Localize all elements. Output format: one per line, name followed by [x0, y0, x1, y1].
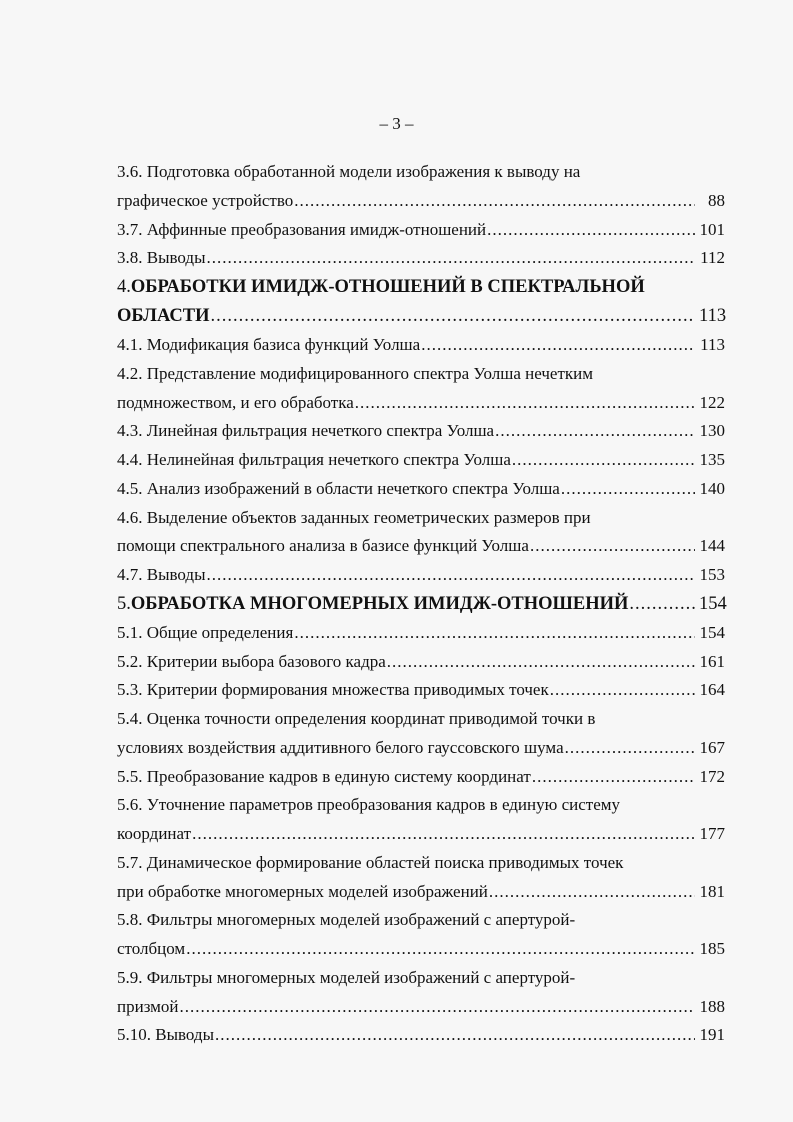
- dot-leader: [629, 590, 695, 619]
- toc-entry-text: 4.2. Представление модифицированного спектра Уолша нечетким: [117, 363, 593, 383]
- toc-page-number: 172: [699, 766, 725, 786]
- toc-entry: [117, 446, 725, 475]
- toc-entry-text: ОБРАБОТКИ ИМИДЖ-ОТНОШЕНИЙ В СПЕКТРАЛЬНОЙ: [130, 277, 645, 297]
- toc-entry: [117, 619, 725, 648]
- toc-entry-text: 5.3. Критерии формирования множества приводимых точек: [117, 680, 549, 700]
- dot-leader: [210, 302, 695, 331]
- toc-page-number: 188: [699, 996, 725, 1016]
- dot-leader: [550, 676, 695, 705]
- toc-line: [117, 734, 725, 763]
- toc-line: [117, 244, 725, 273]
- toc-entry-text: 3.6. Подготовка обработанной модели изображения к выводу на: [117, 162, 581, 181]
- toc-entry: [117, 216, 725, 245]
- toc-line: [117, 1021, 725, 1050]
- toc-entry: [117, 158, 725, 216]
- toc-page-number: 185: [699, 939, 725, 958]
- toc-entry-text: 5.2. Критерии выбора базового кадра: [117, 651, 386, 671]
- toc-entry: [117, 705, 725, 763]
- toc-page-number: 191: [699, 1025, 725, 1045]
- dot-leader: [186, 935, 695, 964]
- toc-line: [117, 590, 725, 619]
- toc-entry-text: 4.1. Модификация базиса функций Уолша: [117, 335, 421, 354]
- dot-leader: [495, 417, 695, 446]
- toc-chapter-entry: [117, 590, 725, 619]
- toc-entry: [117, 849, 725, 907]
- dot-leader: [530, 532, 695, 561]
- toc-page-number: 135: [699, 450, 725, 469]
- toc-line: [117, 475, 725, 504]
- toc-chapter-entry: [117, 273, 725, 331]
- toc-entry-text: 5.10. Выводы: [117, 1025, 215, 1045]
- toc-entry: [117, 417, 725, 446]
- toc-line: [117, 993, 725, 1022]
- toc-line: [117, 705, 725, 734]
- toc-page-number: 153: [699, 565, 725, 584]
- toc-line: [117, 417, 725, 446]
- toc-line: [117, 964, 725, 993]
- toc-entry-text: 4.6. Выделение объектов заданных геометрических размеров при: [117, 507, 591, 527]
- toc-entry-text: 5.4. Оценка точности определения координат приводимой точки в: [117, 709, 596, 728]
- toc-entry-text: ОБЛАСТИ: [117, 306, 210, 326]
- dot-leader: [387, 648, 695, 677]
- toc-entry: [117, 906, 725, 964]
- toc-entry: [117, 964, 725, 1022]
- page-number: – 3 –: [379, 114, 414, 133]
- toc-entry-text: ОБРАБОТКА МНОГОМЕРНЫХ ИМИДЖ-ОТНОШЕНИЙ: [130, 593, 629, 614]
- dot-leader: [489, 878, 695, 907]
- toc-page-number: 164: [699, 680, 725, 700]
- toc-page-number: 122: [699, 392, 725, 412]
- dot-leader: [207, 244, 695, 273]
- dot-leader: [532, 763, 695, 792]
- toc-line: [117, 302, 725, 331]
- toc-entry-text: 4.7. Выводы: [117, 565, 206, 584]
- toc-line: [117, 820, 725, 849]
- toc-entry: [117, 561, 725, 590]
- toc-page-number: 161: [699, 651, 725, 671]
- toc-line: [117, 878, 725, 907]
- toc-entry-text: 5.7. Динамическое формирование областей поиска приводимых точек: [117, 852, 624, 872]
- toc-entry-text: призмой: [117, 996, 179, 1016]
- toc-line: [117, 504, 725, 533]
- toc-line: [117, 763, 725, 792]
- table-of-contents: [117, 158, 725, 1050]
- toc-line: [117, 532, 725, 561]
- dot-leader: [565, 734, 695, 763]
- dot-leader: [512, 446, 695, 475]
- toc-line: [117, 849, 725, 878]
- toc-entry-text: столбцом: [117, 939, 186, 958]
- toc-page-number: 181: [699, 881, 725, 901]
- toc-line: [117, 676, 725, 705]
- dot-leader: [192, 820, 695, 849]
- toc-entry: [117, 331, 725, 360]
- toc-page-number: 88: [708, 190, 725, 210]
- toc-entry-text: 5.6. Уточнение параметров преобразования кадров в единую систему: [117, 795, 620, 815]
- toc-page-number: 112: [700, 248, 725, 268]
- toc-line: [117, 360, 725, 389]
- toc-page-number: 113: [700, 335, 725, 354]
- toc-entry: [117, 1021, 725, 1050]
- toc-entry-text: 5.8. Фильтры многомерных моделей изображений с апертурой-: [117, 910, 576, 930]
- dot-leader: [294, 619, 695, 648]
- toc-line: [117, 648, 725, 677]
- dot-leader: [294, 187, 695, 216]
- toc-entry: [117, 244, 725, 273]
- dot-leader: [421, 331, 695, 360]
- toc-page-number: 113: [699, 306, 727, 326]
- toc-entry: [117, 360, 725, 418]
- toc-page-number: 144: [699, 536, 725, 556]
- toc-page-number: 154: [699, 593, 727, 614]
- toc-entry-text: при обработке многомерных моделей изображений: [117, 881, 488, 901]
- toc-line: [117, 216, 725, 245]
- toc-entry-text: графическое устройство: [117, 190, 294, 210]
- toc-entry-text: 4.4. Нелинейная фильтрация нечеткого спектра Уолша: [117, 450, 511, 469]
- toc-line: [117, 935, 725, 964]
- toc-entry-text: подмножеством, и его обработка: [117, 392, 354, 412]
- toc-line: [117, 187, 725, 216]
- toc-entry: [117, 648, 725, 677]
- toc-entry-text: 5.1. Общие определения: [117, 622, 294, 642]
- toc-line: [117, 158, 725, 187]
- toc-entry-text: 3.8. Выводы: [117, 248, 206, 268]
- toc-page-number: 101: [699, 219, 725, 239]
- toc-entry: [117, 475, 725, 504]
- dot-leader: [355, 389, 695, 418]
- toc-entry-text: координат: [117, 824, 192, 843]
- toc-line: [117, 331, 725, 360]
- toc-entry-text: помощи спектрального анализа в базисе функций Уолша: [117, 536, 529, 556]
- toc-entry-text: 3.7. Аффинные преобразования имидж-отношений: [117, 219, 487, 239]
- toc-entry: [117, 763, 725, 792]
- toc-entry-text: условиях воздействия аддитивного белого гауссовского шума: [117, 737, 564, 757]
- chapter-number: 5.: [117, 593, 131, 614]
- toc-entry-text: 5.9. Фильтры многомерных моделей изображений с апертурой-: [117, 967, 576, 987]
- toc-entry: [117, 676, 725, 705]
- dot-leader: [487, 216, 695, 245]
- toc-line: [117, 273, 725, 302]
- toc-page-number: 130: [699, 421, 725, 441]
- toc-line: [117, 561, 725, 590]
- toc-page-number: 154: [699, 622, 725, 642]
- toc-line: [117, 791, 725, 820]
- dot-leader: [215, 1021, 695, 1050]
- toc-entry-text: 4.3. Линейная фильтрация нечеткого спектра Уолша: [117, 421, 495, 441]
- toc-entry: [117, 791, 725, 849]
- dot-leader: [561, 475, 695, 504]
- toc-entry: [117, 504, 725, 562]
- dot-leader: [207, 561, 695, 590]
- toc-page-number: 167: [699, 737, 725, 757]
- toc-line: [117, 389, 725, 418]
- dot-leader: [180, 993, 695, 1022]
- toc-entry-text: 5.5. Преобразование кадров в единую систему координат: [117, 766, 531, 786]
- toc-line: [117, 619, 725, 648]
- toc-page-number: 177: [699, 824, 725, 843]
- toc-line: [117, 446, 725, 475]
- toc-entry-text: 4.5. Анализ изображений в области нечеткого спектра Уолша: [117, 478, 560, 498]
- toc-page-number: 140: [699, 478, 725, 498]
- toc-line: [117, 906, 725, 935]
- chapter-number: 4.: [117, 277, 131, 297]
